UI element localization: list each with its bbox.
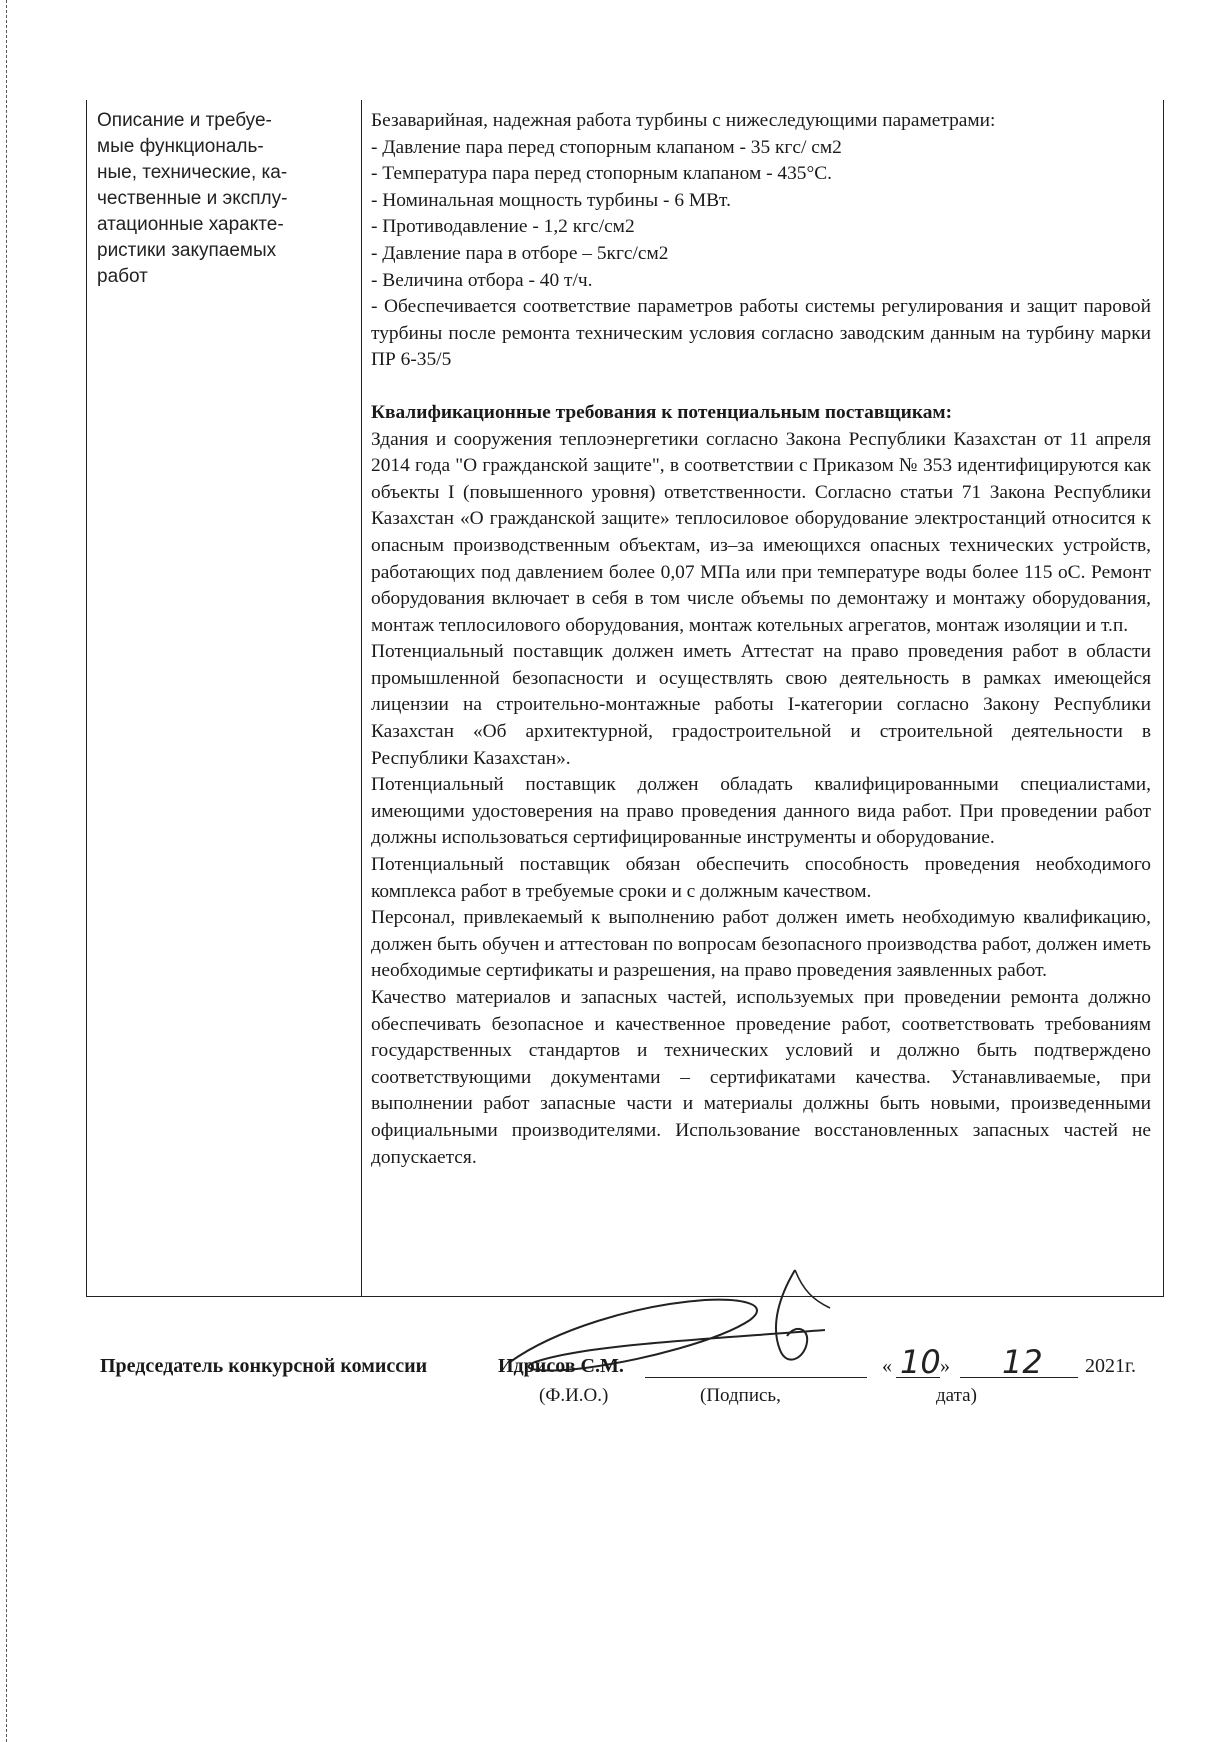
date-month: 12: [1002, 1343, 1043, 1381]
param-item: - Давление пара перед стопорным клапаном - 35 кгс/ см2: [371, 136, 842, 158]
row-label-cell: [87, 100, 362, 1297]
date-quote-close: »: [940, 1355, 950, 1377]
param-item: - Температура пара перед стопорным клапаном - 435°С.: [371, 163, 832, 185]
qualification-paragraph: Потенциальный поставщик должен иметь Аттестат на право проведения работ в области промышленной безопасности и осуществлять свою деятельность в рамках имеющейся лицензии на строительно-монтажные работы I-категории согласно Закону Республики Казахстан «Об архитектурной, градостроительной и строительной деятельности в Республики Казахстан».: [371, 641, 1151, 769]
param-item: - Величина отбора - 40 т/ч.: [371, 269, 593, 291]
date-quote-open: «: [882, 1355, 892, 1377]
chair-name: Идрисов С.М.: [498, 1355, 624, 1377]
row-content-cell: [362, 100, 1164, 1297]
row-label-line: работ: [97, 266, 148, 287]
param-item: - Противодавление - 1,2 кгс/см2: [371, 216, 635, 238]
month-underline: [960, 1377, 1078, 1378]
row-label-line: ристики закупаемых: [97, 240, 277, 261]
row-label-line: мые функциональ-: [97, 136, 264, 157]
signature-line: [645, 1377, 867, 1378]
commission-chair-title: Председатель конкурсной комиссии: [100, 1355, 428, 1377]
qualification-heading: Квалификационные требования к потенциальным поставщикам:: [371, 401, 953, 423]
signature-block: [100, 1343, 1180, 1425]
qualification-paragraph: Здания и сооружения теплоэнергетики согласно Закона Республики Казахстан от 11 апреля 2014 года "О гражданской защите", в соответствии с Приказом № 353 идентифицируются как объекты I (повышенного уровня) ответственности. Согласно статьи 71 Закона Республики Казахстан «О гражданской защите» теплосиловое оборудование электростанций относится к опасным производственным объектам, из–за имеющихся опасных технических устройств, работающих под давлением более 0,07 МПа или при температуре воды более 115 оС. Ремонт оборудования включает в себя в том числе объемы по демонтажу и монтажу оборудования, монтаж теплосилового оборудования, монтаж котельных агрегатов, монтаж изоляции и т.п.: [371, 428, 1151, 636]
param-compliance: - Обеспечивается соответствие параметров работы системы регулирования и защит паровой турбины после ремонта техническим условия согласно заводским данным на турбину марки ПР 6-35/5: [371, 296, 1151, 371]
caption-fio: (Ф.И.О.): [539, 1385, 609, 1406]
table-row: [87, 100, 1164, 1297]
row-label-line: ные, технические, ка-: [97, 162, 288, 183]
date-day: 10: [900, 1343, 941, 1381]
caption-date: дата): [936, 1385, 977, 1406]
row-label-line: чественные и эксплу-: [97, 188, 288, 209]
day-underline: [896, 1377, 940, 1378]
date-year: 2021г.: [1085, 1355, 1136, 1377]
caption-sign: (Подпись,: [700, 1385, 781, 1406]
param-item: - Номинальная мощность турбины - 6 МВт.: [371, 189, 731, 211]
qualification-paragraph: Персонал, привлекаемый к выполнению работ должен иметь необходимую квалификацию, должен быть обучен и аттестован по вопросам безопасного производства работ, должен иметь необходимые сертификаты и разрешения, на право проведения заявленных работ.: [371, 907, 1151, 982]
binding-margin-line: [6, 0, 8, 1742]
qualification-paragraph: Качество материалов и запасных частей, используемых при проведении ремонта должно обеспечивать безопасное и качественное проведение работ, соответствовать требованиям государственных стандартов и технических условий и должно быть подтверждено соответствующими документами – сертификатами качества. Устанавливаемые, при выполнении работ запасные части и материалы должны быть новыми, произведенными официальными производителями. Использование восстановленных запасных частей не допускается.: [371, 987, 1151, 1168]
row-label-line: Описание и требуе-: [97, 110, 272, 131]
params-intro: Безаварийная, надежная работа турбины с нижеследующими параметрами:: [371, 110, 996, 131]
qualification-paragraph: Потенциальный поставщик должен обладать квалифицированными специалистами, имеющими удостоверения на право проведения данного вида работ. При проведении работ должны использоваться сертифицированные инструменты и оборудование.: [371, 774, 1151, 849]
qualification-paragraph: Потенциальный поставщик обязан обеспечить способность проведения необходимого комплекса работ в требуемые сроки и с должным качеством.: [371, 854, 1151, 902]
specification-table: [86, 100, 1164, 1297]
param-item: - Давление пара в отборе – 5кгс/см2: [371, 242, 669, 264]
row-label-line: атационные характе-: [97, 214, 284, 235]
section-spacer: [371, 374, 1151, 400]
